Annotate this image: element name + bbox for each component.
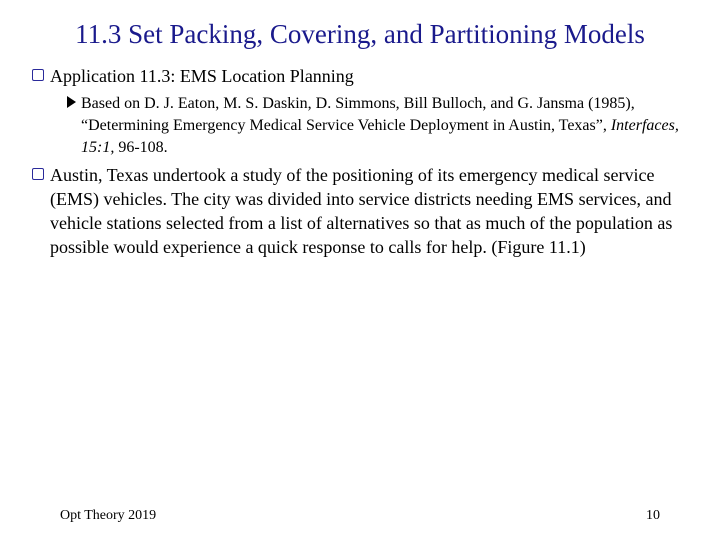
footer-course: Opt Theory 2019 [60, 508, 157, 523]
reference-journal: Interfaces, 15:1, [81, 117, 679, 156]
reference-pages: 96-108. [114, 139, 168, 156]
square-bullet-icon [32, 69, 44, 81]
sub-bullet-reference [67, 93, 701, 159]
bullet-austin-text: Austin, Texas undertook a study of the positioning of its emergency medical service (EMS) vehicles. The city was divided into service districts needing EMS services, and vehicle stations selected from a list of alternatives so that as much of the population as possible would experience a quick response to calls for help. (Figure 11.1) [50, 165, 673, 257]
arrow-bullet-icon [67, 96, 76, 108]
square-bullet-icon [32, 168, 44, 180]
slide-title: 11.3 Set Packing, Covering, and Partitioning Models [75, 19, 645, 49]
bullet-application-text: Application 11.3: EMS Location Planning [50, 66, 354, 86]
bullet-application [32, 64, 702, 88]
bullet-austin-study [32, 163, 702, 259]
reference-text [81, 93, 701, 159]
footer-page-number: 10 [646, 508, 660, 523]
reference-lead: Based on D. J. Eaton, M. S. Daskin, D. Simmons, Bill Bulloch, and G. Jansma (1985), “Determining Emergency Medical Service Vehicle Deployment in Austin, Texas”, [81, 95, 635, 134]
